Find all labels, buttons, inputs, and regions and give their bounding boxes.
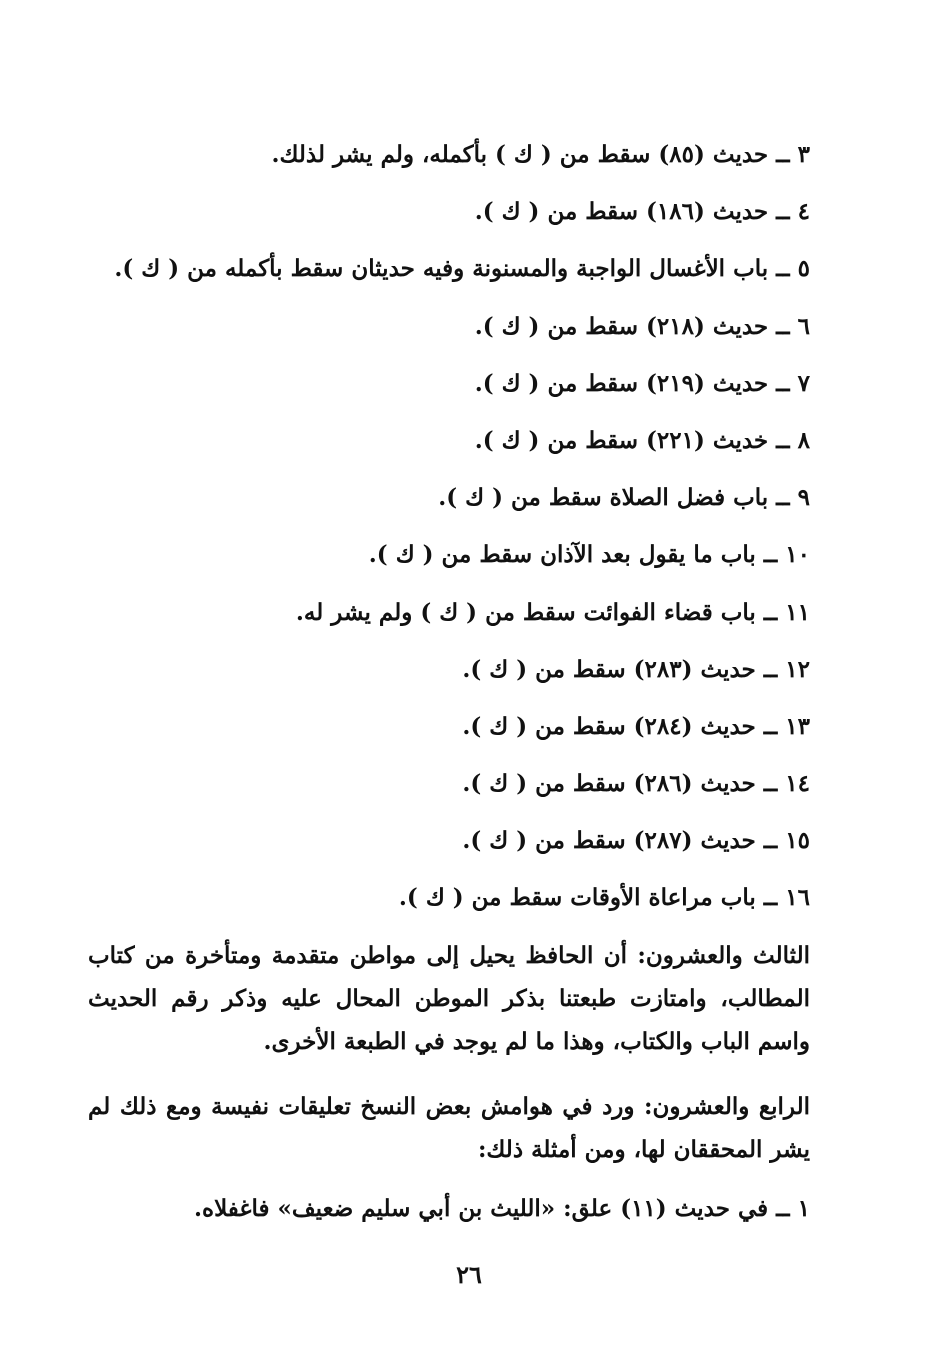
list-item: ٣ ــ حديث (٨٥) سقط من ( ك ) بأكمله، ولم يشر لذلك. (271, 141, 810, 168)
list-item: ١٦ ــ باب مراعاة الأوقات سقط من ( ك ). (398, 884, 810, 912)
paragraph-twenty-third (88, 934, 810, 1063)
list-item: ١٣ ــ حديث (٢٨٤) سقط من ( ك ). (462, 712, 810, 740)
list-item: ١٥ ــ حديث (٢٨٧) سقط من ( ك ). (462, 827, 810, 855)
omissions-list (90, 132, 810, 933)
paragraph-text: أن الحافظ يحيل إلى مواطن متقدمة ومتأخرة من كتاب المطالب، وامتازت طبعتنا بذكر الموطن المحال عليه وذكر رقم الحديث واسم الباب والكتاب، وهذا ما لم يوجد في الطبعة الأخرى. (88, 942, 810, 1055)
list-item: ٥ ــ باب الأغسال الواجبة والمسنونة وفيه حديثان سقط بأكمله من ( ك ). (114, 255, 810, 283)
paragraph-lead: الثالث والعشرون: (637, 942, 810, 969)
list-item: ٤ ــ حديث (١٨٦) سقط من ( ك ). (474, 198, 810, 226)
paragraph-lead: الرابع والعشرون: (644, 1093, 810, 1120)
list-item: ١٤ ــ حديث (٢٨٦) سقط من ( ك ). (462, 770, 810, 798)
list-item: ٩ ــ باب فضل الصلاة سقط من ( ك ). (438, 484, 810, 512)
list-item: ٧ ــ حديث (٢١٩) سقط من ( ك ). (474, 369, 810, 397)
list-item: ٨ ــ خديث (٢٢١) سقط من ( ك ). (474, 426, 810, 454)
list-item: ١٢ ــ حديث (٢٨٣) سقط من ( ك ). (462, 655, 810, 683)
page-number: ٢٦ (456, 1260, 482, 1289)
paragraph-twenty-fourth (88, 1085, 810, 1171)
list-item: ١٠ ــ باب ما يقول بعد الآذان سقط من ( ك ). (368, 541, 810, 569)
list-item: ٦ ــ حديث (٢١٨) سقط من ( ك ). (474, 312, 810, 340)
example-item: ١ ــ في حديث (١١) علق: «الليث بن أبي سليم ضعيف» فاغفلاه. (194, 1195, 810, 1222)
paragraph-text: ورد في هوامش بعض النسخ تعليقات نفيسة ومع ذلك لم يشر المحققان لها، ومن أمثلة ذلك: (88, 1093, 810, 1163)
list-item: ١١ ــ باب قضاء الفوائت سقط من ( ك ) ولم يشر له. (295, 598, 810, 626)
